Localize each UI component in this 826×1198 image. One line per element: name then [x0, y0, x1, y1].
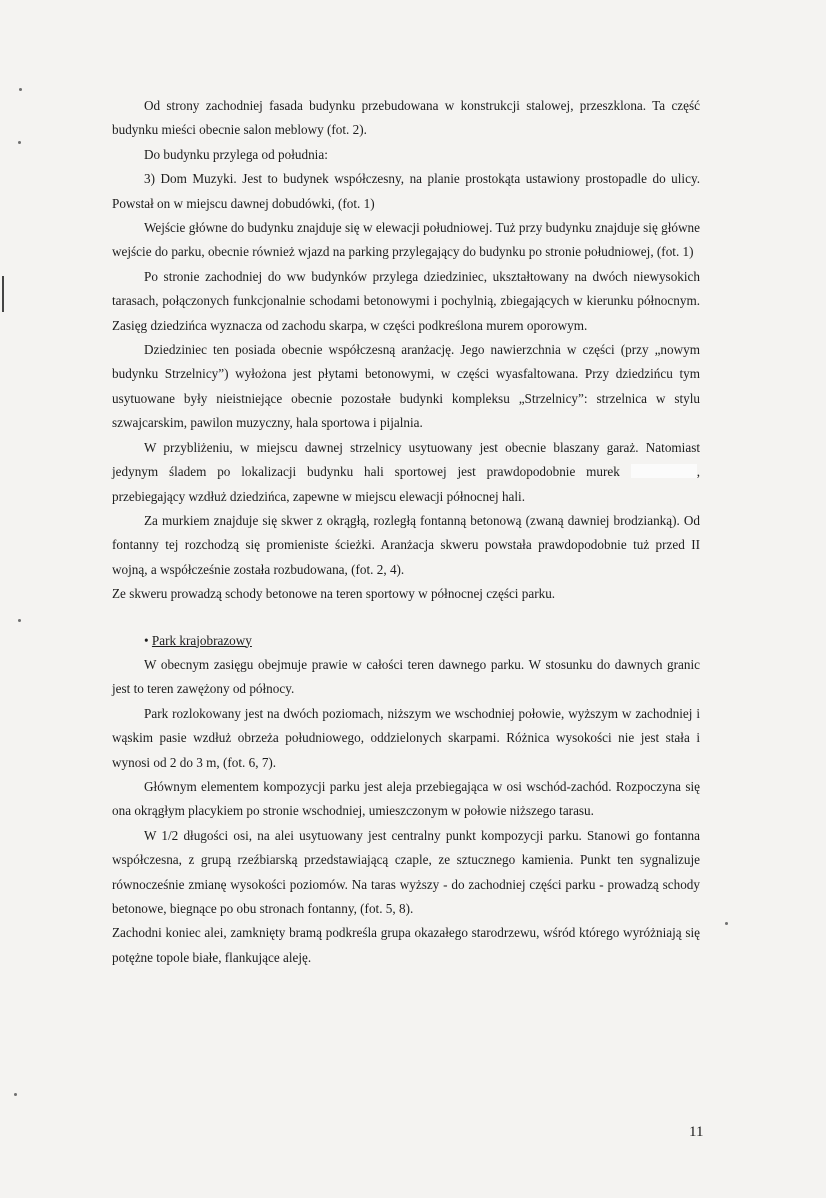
redacted-area [631, 464, 697, 478]
scan-speck [725, 922, 728, 925]
paragraph: Wejście główne do budynku znajduje się w elewacji południowej. Tuż przy budynku znajduje się główne wejście do parku, obecnie również wjazd na parking przylegający do budynku po stronie południowej, (fot. 1) [112, 220, 700, 260]
paragraph: Za murkiem znajduje się skwer z okrągłą, rozległą fontanną betonową (zwaną dawniej brodzianką). Od fontanny tej rozchodzą się promieniste ścieżki. Aranżacja skweru powstała prawdopodobnie tuż przed II wojną, a współcześnie została rozbudowana, (fot. 2, 4). [112, 512, 700, 577]
scan-edge-mark [2, 276, 4, 312]
paragraph: Po stronie zachodniej do ww budynków przylega dziedziniec, ukształtowany na dwóch niewysokich tarasach, połączonych funkcjonalnie schodami betonowymi i pochylnią, zbiegających w kierunku północnym. Zasięg dziedzińca wyznacza od zachodu skarpa, w części podkreślona murem oporowym. [112, 268, 700, 333]
scan-speck [19, 88, 22, 91]
paragraph: Ze skweru prowadzą schody betonowe na teren sportowy w północnej części parku. [112, 586, 556, 602]
bullet-icon: • [144, 632, 149, 648]
paragraph: Zachodni koniec alei, zamknięty bramą podkreśla grupa okazałego starodrzewu, wśród którego wyróżniają się potężne topole białe, flankujące aleję. [112, 925, 700, 965]
paragraph: W obecnym zasięgu obejmuje prawie w całości teren dawnego parku. W stosunku do dawnych granic jest to teren zawężony od północy. [112, 656, 700, 697]
scan-speck [18, 619, 21, 622]
paragraph: Dziedziniec ten posiada obecnie współczesną aranżację. Jego nawierzchnia w części (przy „nowym budynku Strzelnicy”) wyłożona jest płytami betonowymi, w części wyasfaltowana. Przy dziedzińcu tym usytuowane były nieistniejące obecnie pozostałe budynki kompleksu „Strzelnicy”: strzelnica w stylu szwajcarskim, pawilon muzyczny, hala sportowa i pijalnia. [112, 342, 700, 431]
paragraph-garaz [112, 436, 700, 509]
section-heading-text: Park krajobrazowy [151, 632, 252, 648]
document-body [112, 94, 700, 970]
paragraph: Głównym elementem kompozycji parku jest aleja przebiegająca w osi wschód-zachód. Rozpoczyna się ona okrągłym placykiem po stronie wschodniej, umieszczonym w połowie niższego tarasu. [112, 778, 700, 819]
paragraph-garaz-part2: , przebiegający wzdłuż dziedzińca, zapewne w miejscu elewacji północnej hali. [112, 464, 701, 504]
paragraph: Do budynku przylega od południa: [144, 146, 328, 162]
paragraph-garaz-part1: W przybliżeniu, w miejscu dawnej strzelnicy usytuowany jest obecnie blaszany garaż. Natomiast jedynym śladem po lokalizacji budynku hali sportowej jest prawdopodobnie murek [112, 439, 700, 480]
paragraph: Park rozlokowany jest na dwóch poziomach, niższym we wschodniej połowie, wyższym w zachodniej i wąskim pasie wzdłuż obrzeża południowego, oddzielonych skarpami. Różnica wysokości nie jest stała i wynosi od 2 do 3 m, (fot. 6, 7). [112, 705, 700, 770]
paragraph: W 1/2 długości osi, na alei usytuowany jest centralny punkt kompozycji parku. Stanowi go fontanna współczesna, z grupą rzeźbiarską przedstawiającą czaple, ze sztucznego kamienia. Punkt ten sygnalizuje równocześnie zmianę wysokości poziomów. Na taras wyższy - do zachodniej części parku - prowadzą schody betonowe, biegnące po obu stronach fontanny, (fot. 5, 8). [112, 827, 700, 916]
section-heading [112, 629, 700, 653]
section-gap [112, 607, 700, 629]
page-number: 11 [689, 1124, 704, 1140]
paragraph: 3) Dom Muzyki. Jest to budynek współczesny, na planie prostokąta ustawiony prostopadle do ulicy. Powstał on w miejscu dawnej dobudówki, (fot. 1) [112, 171, 700, 211]
paragraph: Od strony zachodniej fasada budynku przebudowana w konstrukcji stalowej, przeszklona. Ta część budynku mieści obecnie salon meblowy (fot. 2). [112, 98, 700, 138]
scan-speck [14, 1093, 17, 1096]
scan-speck [18, 141, 21, 144]
